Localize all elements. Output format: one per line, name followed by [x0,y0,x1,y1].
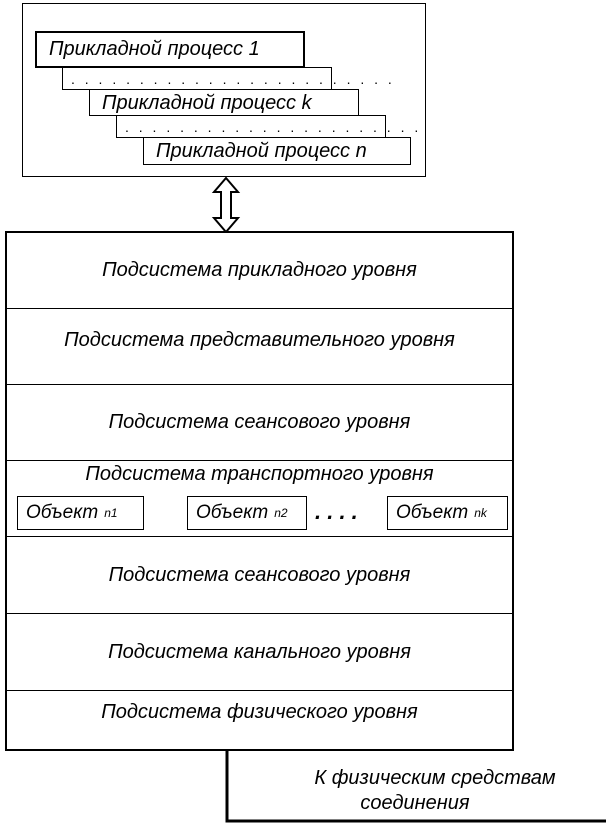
physical-media-label-line2: соединения [360,792,470,814]
layer-transport [7,461,512,537]
object-n2-box [187,496,307,530]
object-nk-label: Объект [396,502,469,523]
layer-transport-label: Подсистема транспортного уровня [85,463,434,485]
layer-application [7,233,512,309]
layer-stack [5,231,514,751]
object-n2-subscript: n2 [274,506,288,520]
process-k-box [89,89,359,116]
process-n-label: Прикладной процесс n [156,140,367,162]
process-dots-1-box [62,67,395,90]
layer-physical-label: Подсистема физического уровня [101,701,418,723]
layer-datalink [7,614,512,691]
physical-media-label [270,766,600,816]
process-1-label: Прикладной процесс 1 [49,38,260,60]
layer-network [7,537,512,614]
layer-presentation [7,309,512,385]
object-n1-subscript: n1 [104,506,118,520]
layer-session [7,385,512,461]
process-dots-1: . . . . . . . . . . . . . . . . . . . . . . . . [71,71,395,87]
objects-ellipsis: . . . . [315,499,358,524]
process-dots-2: . . . . . . . . . . . . . . . . . . . . . . [125,119,422,135]
physical-media-label-line1: К физическим средствам [314,767,556,789]
process-dots-2-box [116,115,422,138]
object-n2-label: Объект [196,502,269,523]
object-n1-box [17,496,144,530]
layer-datalink-label: Подсистема канального уровня [108,640,411,663]
layer-presentation-label: Подсистема представительного уровня [64,329,455,351]
object-nk-box [387,496,508,530]
layer-network-label: Подсистема сеансового уровня [108,563,411,586]
object-nk-subscript: nk [474,506,487,520]
process-n-box [143,137,411,165]
bidirectional-arrow-icon [210,177,242,233]
layer-session-label: Подсистема сеансового уровня [108,411,411,433]
process-k-label: Прикладной процесс k [102,92,312,114]
layer-physical [7,691,512,755]
layer-application-label: Подсистема прикладного уровня [102,259,417,281]
process-1-box [35,31,305,68]
object-n1-label: Объект [26,502,99,523]
